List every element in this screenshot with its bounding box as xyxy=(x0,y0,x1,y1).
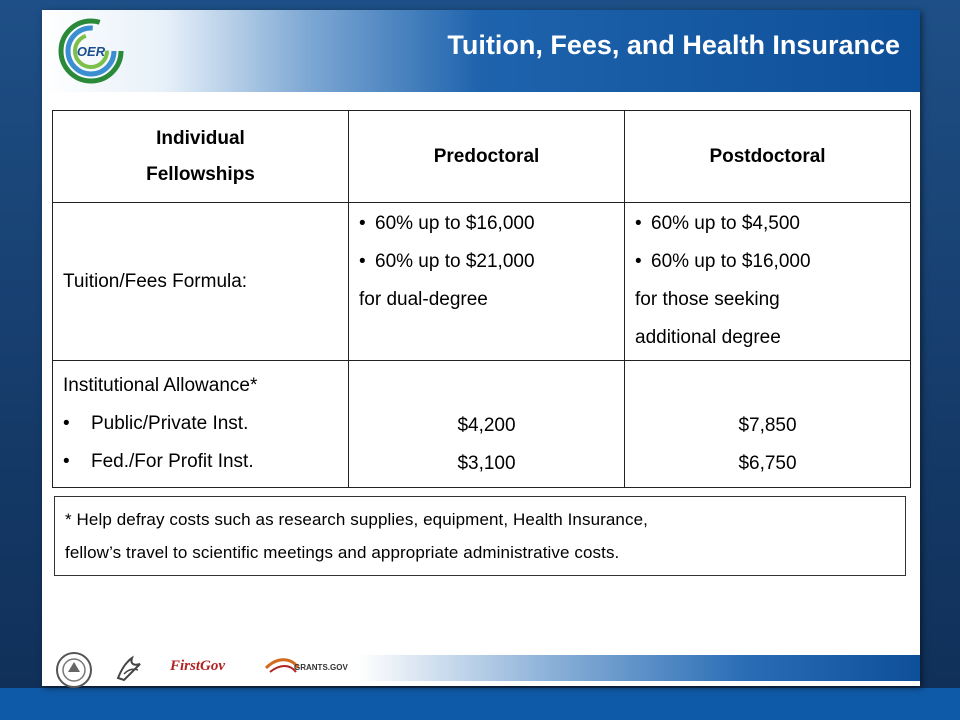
allowance-label-cell: Institutional Allowance* • Public/Private Inst. • Fed./For Profit Inst. xyxy=(53,361,349,488)
allowance-postdoc-cell xyxy=(625,361,911,488)
svg-text:OER: OER xyxy=(76,44,106,59)
predoc-allowance-value: $4,200 xyxy=(457,415,516,436)
postdoc-allowance-value: $6,750 xyxy=(738,453,797,474)
grantsgov-logo xyxy=(264,654,354,685)
allowance-sub-item: Public/Private Inst. xyxy=(91,413,249,434)
tuition-label: Tuition/Fees Formula: xyxy=(53,203,349,361)
slide xyxy=(42,10,920,686)
allowance-sub-item: Fed./For Profit Inst. xyxy=(91,451,254,472)
postdoc-tuition-note: for those seeking xyxy=(635,289,780,310)
footnote-box xyxy=(54,496,906,576)
predoc-tuition-note: for dual-degree xyxy=(359,289,488,310)
hhs-eagle-icon xyxy=(112,650,148,686)
postdoc-allowance-value: $7,850 xyxy=(738,415,797,436)
footnote-line: fellow’s travel to scientific meetings and appropriate administrative costs. xyxy=(65,543,620,562)
predoc-allowance-value: $3,100 xyxy=(457,453,516,474)
firstgov-logo: FirstGov xyxy=(170,658,226,674)
page-title: Tuition, Fees, and Health Insurance xyxy=(447,30,900,60)
header-postdoctoral: Postdoctoral xyxy=(625,111,911,203)
postdoc-tuition-item: 60% up to $16,000 xyxy=(651,251,811,272)
header-predoctoral: Predoctoral xyxy=(349,111,625,203)
postdoc-tuition-item: 60% up to $4,500 xyxy=(651,213,800,234)
allowance-predoc-cell xyxy=(349,361,625,488)
allowance-label: Institutional Allowance* xyxy=(63,375,258,396)
predoc-tuition-item: 60% up to $21,000 xyxy=(375,251,535,272)
nih-seal-icon xyxy=(54,650,94,690)
tuition-postdoc-cell: • 60% up to $4,500 • 60% up to $16,000 for those seeking additional degree xyxy=(625,203,911,361)
tuition-predoc-cell: • 60% up to $16,000 • 60% up to $21,000 for dual-degree xyxy=(349,203,625,361)
bottom-band xyxy=(0,688,960,720)
header-individual-fellowships: Individual Fellowships xyxy=(53,111,349,203)
postdoc-tuition-note: additional degree xyxy=(635,327,781,348)
predoc-tuition-item: 60% up to $16,000 xyxy=(375,213,535,234)
table-header-row xyxy=(53,111,911,203)
fellowship-table xyxy=(52,110,911,488)
table-row-tuition xyxy=(53,203,911,361)
table-row-allowance xyxy=(53,361,911,488)
grantsgov-text: GRANTS.GOV xyxy=(294,663,348,672)
slide-header xyxy=(42,10,920,92)
footnote-line: * Help defray costs such as research supplies, equipment, Health Insurance, xyxy=(65,510,648,529)
oer-logo-icon xyxy=(56,16,126,86)
